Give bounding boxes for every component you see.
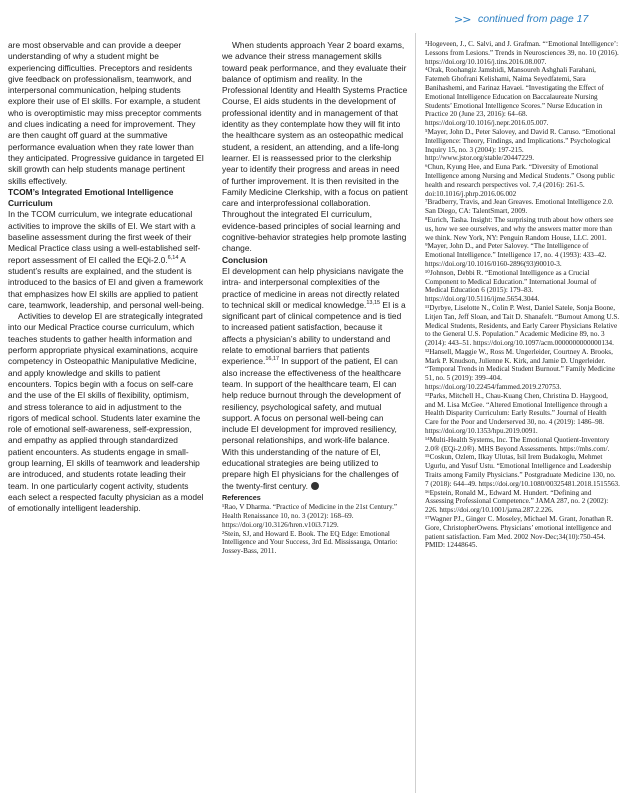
column-divider — [415, 33, 416, 793]
reference-item: ¹²Hansell, Maggie W., Ross M. Ungerleider, Courtney A. Brooks, Mark P. Knudson, Julienne K. Kirk, and Jamie D. Ungerleider. “Temporal Trends in Medical Student Burnout.” Family Medicine 51, no. 5 (2019): 399–404. https://doi.org/10.22454/fammed.2019.270753. — [425, 347, 615, 392]
reference-item: ⁷Bradberry, Travis, and Jean Greaves. Emotional Intelligence 2.0. San Diego, CA: TalentSmart, 2009. — [425, 198, 614, 216]
paragraph-text: A student’s results are explained, and the student is introduced to the basics of EI and given a framework that emphasizes how EI skills are applied to patient care, teamwork, leadership, and personal well-being. — [8, 254, 204, 310]
citation-superscript: 13,15 — [366, 300, 381, 307]
section-heading: TCOM’s Integrated Emotional Intelligence Curriculum — [8, 186, 174, 209]
reference-item: ¹⁵Coskun, Ozlem, Ilkay Ulutas, Isil Irem Budakoglu, Mehmet Ugurlu, and Yusuf Ustu. “Emotional Intelligence and Leadership Traits among Family Physicians.” Postgraduate Medicine 130, no. 7 (2018): 644–49. https://doi.org/10.1080/00325481.2018.1515563. — [425, 453, 620, 488]
paragraph-text: EI is a significant part of clinical competence and is tied to increased patient satisfaction, because it affects a physician’s ability to understand and relate to emotional barriers that patients experience. — [222, 299, 406, 367]
reference-item: ²Stein, SJ, and Howard E. Book. The EQ Edge: Emotional Intelligence and Your Success, 3rd Ed. Mississauga, Ontario: Jossey-Bass, 2011. — [222, 529, 398, 556]
reference-item: ⁶Chun, Kyung Hee, and Euna Park. “Diversity of Emotional Intelligence among Nursing and Medical Students.” Osong public health and research perspectives vol. 7,4 (2016): 261-5. doi:10.1016/j.phrp.2016.06.002 — [425, 163, 615, 198]
paragraph — [222, 266, 408, 492]
reference-item: ¹Rao, V Dharma. “Practice of Medicine in the 21st Century.” Health Renaissance 10, no. 3 (2012): 168–69. https://doi.org/10.3126/hren.v10i3.7129. — [222, 503, 398, 529]
references-heading: References — [222, 492, 261, 502]
paragraph: are most observable and can provide a deeper understanding of why a student might be experiencing difficulties. Preceptors and residents give feedback on professionalism, teamwork, and interpersonal communication, helping students explore their use of EI skills. For example, a student who is overoptimistic may miss preceptor comments and clues indicating a need for improvement. They are then caught off guard at the summative performance evaluation when they rate lower than they anticipated. Progressive guidance in targeted EI skill growth can help students manage pertinent skills effectively. — [8, 40, 205, 186]
paragraph-text: EI development can help physicians navigate the intra- and interpersonal complexities of the practice of medicine in areas not directly related to technical skill or medical knowledge. — [222, 265, 404, 310]
article-column-2 — [222, 40, 408, 556]
citation-superscript: 16,17 — [265, 356, 280, 363]
continuation-header — [0, 0, 625, 34]
continued-from-label: continued from page 17 — [478, 13, 589, 25]
reference-item: ⁹Mayer, John D., and Peter Salovey. “The Intelligence of Emotional Intelligence.” Intelligence 17, no. 4 (1993): 433–42. https://doi.org/10.1016/0160-2896(93)90010-3. — [425, 242, 607, 268]
double-chevron-icon: >> — [454, 13, 471, 26]
end-of-article-icon — [311, 482, 319, 490]
paragraph — [8, 209, 204, 311]
reference-item: ¹¹Dyrbye, Liselotte N., Colin P. West, Daniel Satele, Sonja Boone, Litjen Tan, Jeff Sloan, and Tait D. Shanafelt. “Burnout Among U.S. Medical Students, Residents, and Early Career Physicians Relative to the General U.S. Population.” Academic Medicine 89, no. 3 (2014): 443–51. https://doi.org/10.1097/acm.0000000000000134. — [425, 303, 620, 348]
paragraph: When students approach Year 2 board exams, we advance their stress management skills toward peak performance, and they evaluate their balance of optimism and reality. In the Professional Identity and Health Systems Practice Course, EI aids students in the development of professional identity and in management of that identity as they contemplate how they will fit into the healthcare system as an osteopathic medical student, a resident, an attending, and a life-long learner. EI is reassessed prior to the clerkship year to identify their progress and areas in need of further improvement. It is then revisited in the Family Medicine Clerkship, with a focus on patient care and interprofessional collaboration. Throughout the integrated EI curriculum, evidence-based principles of social learning and cognitive-behavior strategies help promote lasting change. — [222, 40, 408, 254]
reference-item: ⁸Eurich, Tasha. Insight: The surprising truth about how others see us, how we see ourselves, and why the answers matter more than we think. New York, NY: Penguin Random House, LLC. 2001. — [425, 215, 614, 242]
reference-item: ¹⁶Epstein, Ronald M., Edward M. Hundert. “Defining and Assessing Professional Competence.” JAMA 287, no. 2 (2002): 226. https://doi.org/10.1001/jama.287.2.226. — [425, 488, 609, 515]
reference-item: ³Hogeveen, J., C. Salvi, and J. Grafman. “‘Emotional Intelligence’: Lessons from Lesions.” Trends in Neurosciences 39, no. 10 (2016). https://doi.org/10.1016/j.tins.2016.08.007. — [425, 40, 619, 66]
citation-superscript: 6,14 — [167, 254, 179, 261]
article-column-1 — [8, 40, 204, 514]
section-heading: Conclusion — [222, 254, 268, 265]
paragraph: Activities to develop EI are strategically integrated into our Medical Practice course curriculum, which teaches students to gather health information and perform appropriate physical examinations, acquire competency in Osteopathic Manipulative Medicine, and apply knowledge and skills to patient encounters. Topics begin with a focus on self-care and the use of the EI skills of flexibility, optimism, and stress tolerance to aid in adjustment to the rigors of medical school. Students later examine the role of emotional self-awareness, self-expression, and empathy as applied through standardized patient encounters. As students engage in small-group learning, EI skills of teamwork and leadership are introduced, and students rotate leading their team. In one particularly cogent activity, students each select a respected faculty physician as a model of emotionally intelligent leadership. — [8, 311, 204, 514]
paragraph-text: In the TCOM curriculum, we integrate educational activities to improve the skills of EI. We start with a baseline assessment during the first week of their Medical Practice class using a well-established self-report assessment of EI called the EQi-2.0. — [8, 209, 201, 265]
reference-list — [222, 503, 408, 556]
reference-item: ¹³Parks, Mitchell H., Chau-Kuang Chen, Christina D. Haygood, and M. Lisa McGee. “Altered Emotional Intelligence through a Health Disparity Curriculum: Early Results.” Journal of Health Care for the Poor and Underserved 30, no. 4 (2019): 1486–98. https://doi.org/10.1353/hpu.2019.0091. — [425, 391, 608, 436]
paragraph-text: In support of the patient, EI can also increase the effectiveness of the healthcare team. In support of the healthcare team, EI can help reduce burnout through the development of resiliency, psychological safety, and mutual support. A focus on personal well-being can include EI development for improved resiliency, personal relationships, and work-life balance. With this understanding of the nature of EI, educational strategies are being utilized to prepare high EI physicians for the challenges of the twenty-first century. — [222, 356, 402, 491]
reference-item: ⁵Mayer, John D., Peter Salovey, and David R. Caruso. “Emotional Intelligence: Theory, Findings, and Implications.” Psychological Inquiry 15, no. 3 (2004): 197-215. http://www.jstor.org/stable/20447229. — [425, 127, 616, 163]
references-column — [425, 40, 620, 550]
reference-item: ⁴Orak, Roohangiz Jamshidi, Mansoureh Ashghali Farahani, Fatemeh Ghofrani Kelishami, Naima Seyedfatemi, Sara Banihashemi, and Farinaz Havaei. “Investigating the Effect of Emotional Intelligence Education on Baccalaureate Nursing Students’ Emotional Intelligence Scores.” Nurse Education in Practice 20 (June 23, 2016): 64–68. https://doi.org/10.1016/j.nepr.2016.05.007. — [425, 66, 604, 128]
reference-item: ¹⁷Wagner PJ., Ginger C. Moseley, Michael M. Grant, Jonathan R. Gore, ChristopherOwens. Physicians’ emotional intelligence and patient satisfaction. Fam Med. 2002 Nov-Dec;34(10):750-454. PMID: 12448645. — [425, 515, 614, 550]
reference-item: ¹⁰Johnson, Debbi R. “Emotional Intelligence as a Crucial Component to Medical Education.” International Journal of Medical Education 6 (2015): 179–83. https://doi.org/10.5116/ijme.5654.3044. — [425, 268, 597, 304]
reference-item: ¹⁴Multi-Health Systems, Inc. The Emotional Quotient-Inventory 2.0® (EQi-2.0®). MHS Beyond Assessments. https://mhs.com/. — [425, 435, 610, 453]
